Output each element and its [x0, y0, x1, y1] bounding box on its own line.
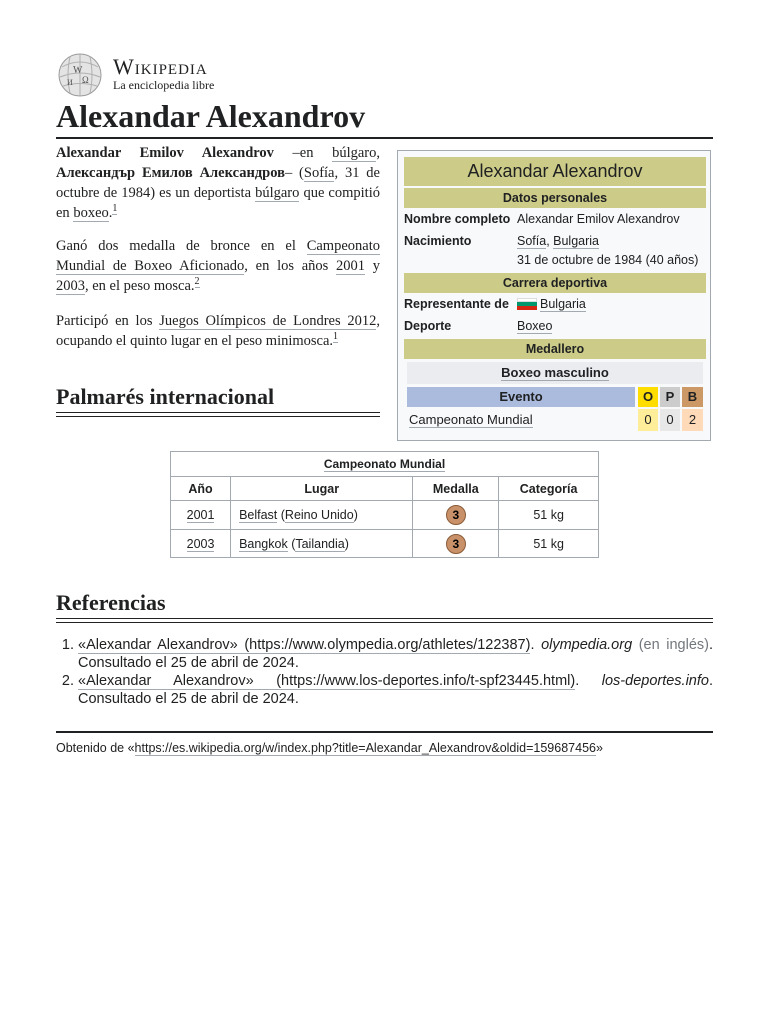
sport-label: Deporte: [404, 319, 452, 333]
svg-text:W: W: [73, 65, 83, 76]
link-bulgaria-represents[interactable]: Bulgaria: [540, 297, 586, 311]
text: , en los años: [244, 258, 337, 274]
text: .: [575, 673, 580, 689]
text: –en: [273, 145, 333, 161]
section-heading-referencias: Referencias: [56, 590, 166, 615]
reference-site: los-deportes.info: [601, 673, 709, 689]
place-cell: Bangkok (Tailandia): [231, 530, 413, 558]
birth-date: 31 de octubre de 1984 (40 años): [517, 253, 699, 267]
text: , en el peso mosca.: [85, 278, 195, 294]
wikipedia-globe-logo[interactable]: [56, 53, 104, 97]
reference-item: [78, 636, 713, 672]
full-name-value: Alexandar Emilov Alexandrov: [517, 212, 680, 226]
text: y: [365, 258, 381, 274]
link-bulgaro[interactable]: búlgaro: [332, 145, 377, 161]
gold-count: 0: [638, 409, 658, 431]
link-boxeo-infobox[interactable]: Boxeo: [517, 319, 553, 333]
bronze-medal-icon: 3: [446, 505, 466, 525]
bronze-column-header: B: [682, 387, 703, 407]
medal-cell: [413, 501, 499, 530]
medal-cell: [413, 530, 499, 558]
link-campeonato-mundial-infobox[interactable]: Campeonato Mundial: [409, 412, 533, 427]
reference-language: (en inglés): [638, 637, 709, 653]
link-sofia-infobox[interactable]: Sofía: [517, 234, 547, 248]
birth-place: [517, 234, 599, 248]
medal-discipline: [407, 362, 703, 384]
intro-paragraph-2: [56, 236, 380, 296]
link-sofia[interactable]: Sofía: [303, 165, 335, 181]
reference-site: olympedia.org: [541, 637, 633, 653]
permanent-link[interactable]: https://es.wikipedia.org/w/index.php?title=Alexandar_Alexandrov&oldid=159687456: [134, 741, 596, 755]
section-divider: [56, 618, 713, 623]
bronze-count: 2: [682, 409, 703, 431]
title-divider: [56, 137, 713, 139]
wikipedia-tagline: La enciclopedia libre: [113, 78, 215, 92]
reference-marker[interactable]: 2: [194, 276, 200, 288]
link-year[interactable]: 2001: [186, 508, 215, 522]
link-boxeo[interactable]: boxeo: [73, 205, 109, 221]
references-list: [56, 636, 713, 708]
section-divider: [56, 412, 380, 417]
column-header-medal: Medalla: [413, 477, 499, 501]
wikipedia-wordmark[interactable]: Wikipedia: [113, 54, 208, 79]
link-country[interactable]: Reino Unido: [284, 508, 354, 522]
text: Ganó dos medalla de bronce en el: [56, 238, 307, 254]
footer-divider: [56, 731, 713, 733]
link-city[interactable]: Belfast: [239, 508, 278, 522]
link-bulgaro-2[interactable]: búlgaro: [255, 185, 300, 201]
text: .: [530, 637, 535, 653]
link-2001[interactable]: 2001: [336, 258, 366, 274]
reference-marker[interactable]: 1: [112, 203, 118, 215]
link-year[interactable]: 2003: [186, 536, 215, 551]
intro-paragraph-1: [56, 143, 380, 223]
reference-item: [78, 672, 713, 708]
gold-column-header: O: [638, 387, 658, 407]
link-campeonato-mundial-table[interactable]: Campeonato Mundial: [323, 457, 446, 471]
intro-paragraph-3: [56, 311, 380, 351]
page-title: Alexandar Alexandrov: [56, 98, 366, 134]
svg-text:Ω: Ω: [82, 75, 89, 85]
link-2003[interactable]: 2003: [56, 278, 85, 294]
reference-link[interactable]: «Alexandar Alexandrov» (https://www.los-deportes.info/t-spf23445.html): [78, 673, 576, 689]
column-header-year: Año: [171, 477, 231, 501]
link-country[interactable]: Tailandia: [295, 536, 345, 551]
column-header-category: Categoría: [499, 477, 599, 501]
subject-name: Alexandar Emilov Alexandrov: [56, 145, 274, 161]
category-cell: 51 kg: [499, 530, 599, 558]
place-cell: Belfast (Reino Unido): [231, 501, 413, 530]
infobox-section-personal: Datos personales: [404, 188, 706, 208]
text: Obtenido de «: [56, 741, 135, 755]
text: , 31 de octubre de 1984) es un deportista: [56, 165, 380, 201]
category-cell: 51 kg: [499, 501, 599, 530]
svg-text:И: И: [67, 78, 73, 87]
text: »: [595, 741, 603, 755]
full-name-label: Nombre completo: [404, 212, 511, 226]
link-bulgaria-infobox[interactable]: Bulgaria: [553, 234, 600, 248]
link-boxeo-masculino[interactable]: Boxeo masculino: [501, 365, 609, 380]
birth-label: Nacimiento: [404, 234, 472, 248]
text: .: [108, 205, 113, 221]
year-cell: [171, 530, 231, 558]
reference-consulted: . Consultado el 25 de abril de 2024.: [78, 673, 713, 707]
link-city[interactable]: Bangkok: [239, 536, 288, 551]
represents-value: [517, 297, 586, 311]
event-column-header: Evento: [407, 387, 635, 407]
reference-consulted: . Consultado el 25 de abril de 2024.: [78, 637, 713, 671]
text: ,: [546, 234, 554, 248]
results-table: [170, 451, 599, 558]
text: ,: [376, 145, 380, 161]
bulgaria-flag-icon: [517, 298, 537, 310]
cyrillic-name: Александър Емилов Александров: [56, 165, 285, 181]
table-header-row: [171, 477, 599, 501]
silver-count: 0: [660, 409, 680, 431]
text: , ocupando el quinto lugar en el peso minimosca.: [56, 313, 380, 349]
table-row: [171, 530, 599, 558]
event-row-name: [407, 409, 635, 431]
flag-stripe-red: [517, 306, 537, 310]
retrieved-from: [56, 741, 603, 755]
silver-column-header: P: [660, 387, 680, 407]
infobox-section-career: Carrera deportiva: [404, 273, 706, 293]
table-row: [171, 501, 599, 530]
represents-label: Representante de: [404, 297, 509, 311]
bronze-medal-icon: 3: [446, 534, 466, 554]
infobox-title: Alexandar Alexandrov: [404, 157, 706, 186]
text: Participó en los: [56, 313, 160, 329]
link-londres-2012[interactable]: Juegos Olímpicos de Londres 2012: [159, 313, 377, 329]
text: que compitió en: [56, 185, 380, 221]
link-campeonato-mundial[interactable]: Campeonato Mundial de Boxeo Aficionado: [56, 238, 380, 274]
table-caption: [171, 452, 599, 477]
sport-value: [517, 319, 552, 333]
text: – (: [284, 165, 304, 181]
reference-marker[interactable]: 1: [333, 331, 339, 343]
column-header-place: Lugar: [231, 477, 413, 501]
infobox: [397, 150, 711, 441]
reference-link[interactable]: «Alexandar Alexandrov» (https://www.olympedia.org/athletes/122387): [78, 637, 531, 653]
infobox-section-medals: Medallero: [404, 339, 706, 359]
section-heading-palmares: Palmarés internacional: [56, 384, 275, 409]
year-cell: [171, 501, 231, 530]
